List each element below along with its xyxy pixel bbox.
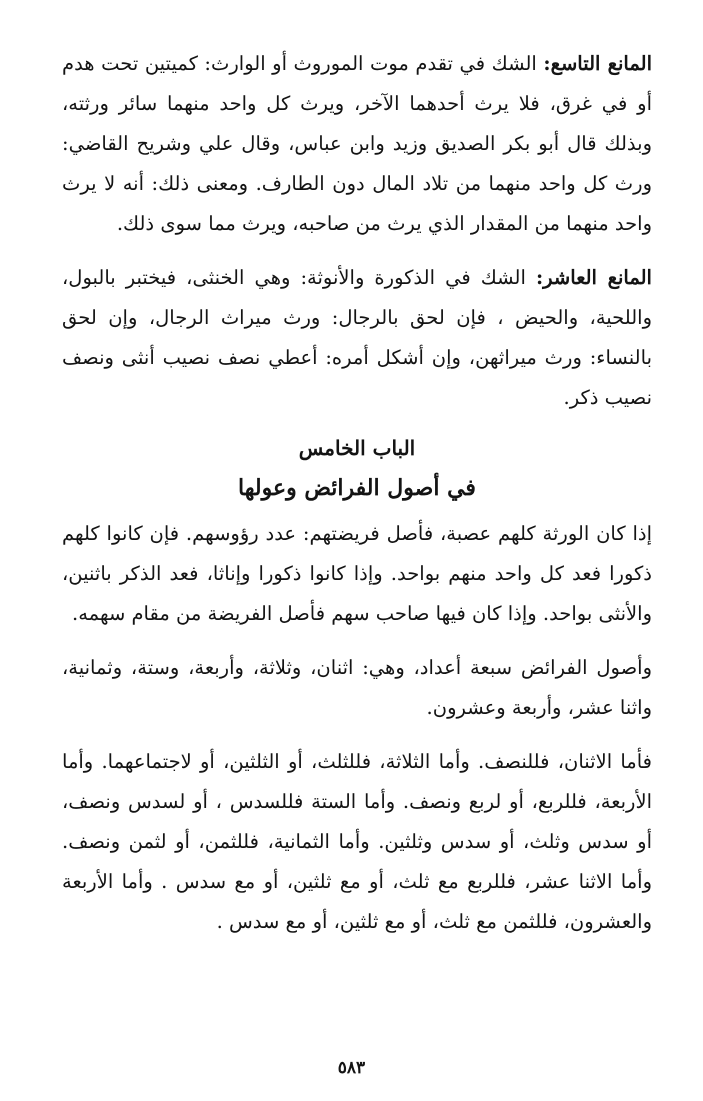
paragraph-seven-numbers: وأصول الفرائض سبعة أعداد، وهي: اثنان، وثلاثة، وأربعة، وستة، وثمانية، واثنا عشر، وأربعة وعشرون. xyxy=(62,656,652,719)
paragraph-shares: فأما الاثنان، فللنصف. وأما الثلاثة، فللثلث، أو الثلثين، أو لاجتماعهما. وأما الأربعة، فللربع، أو لربع ونصف. وأما الستة فللسدس ، أو لسدس ونصف، أو سدس وثلث، أو سدس وثلثين. وأما الثمانية، فللثمن، أو لثمن ونصف. وأما الاثنا عشر، فللربع مع ثلث، أو مع ثلثين، أو مع سدس . وأما الأربعة والعشرون، فللثمن مع ثلث، أو مع ثلثين، أو مع سدس . xyxy=(62,750,652,933)
page-number: ٥٨٣ xyxy=(337,1058,366,1078)
chapter-subtitle: في أصول الفرائض وعولها xyxy=(238,475,476,501)
paragraph-tenth-impediment xyxy=(62,258,652,418)
chapter-title: الباب الخامس xyxy=(298,436,416,460)
paragraph-asaba: إذا كان الورثة كلهم عصبة، فأصل فريضتهم: عدد رؤوسهم. فإن كانوا كلهم ذكورا فعد كل واحد منهم بواحد. وإذا كانوا ذكورا وإناثا، فعد الذكر باثنين، والأنثى بواحد. وإذا كان فيها صاحب سهم فأصل الفريضة من مقام سهمه. xyxy=(62,522,652,625)
paragraph-text: الشك في الذكورة والأنوثة: وهي الخنثى، فيختبر بالبول، واللحية، والحيض ، فإن لحق بالرجال: ورث ميراث الرجال، وإن لحق بالنساء: ورث ميراثهن، وإن أشكل أمره: أعطي نصف نصيب أنثى ونصف نصيب ذكر. xyxy=(62,266,652,409)
paragraph-label: المانع التاسع: xyxy=(543,52,652,75)
paragraph-label: المانع العاشر: xyxy=(535,266,652,289)
paragraph-text: الشك في تقدم موت الموروث أو الوارث: كميتين تحت هدم أو في غرق، فلا يرث أحدهما الآخر، ويرث كل واحد منهما سائر ورثته، وبذلك قال أبو بكر الصديق وزيد وابن عباس، وقال علي وشريح القاضي: ورث كل واحد منهما من تلاد المال دون الطارف. ومعنى ذلك: أنه لا يرث واحد منهما من المقدار الذي يرث من صاحبه، ويرث مما سوى ذلك. xyxy=(62,52,652,235)
page-body xyxy=(62,44,652,956)
paragraph-ninth-impediment xyxy=(62,44,652,244)
